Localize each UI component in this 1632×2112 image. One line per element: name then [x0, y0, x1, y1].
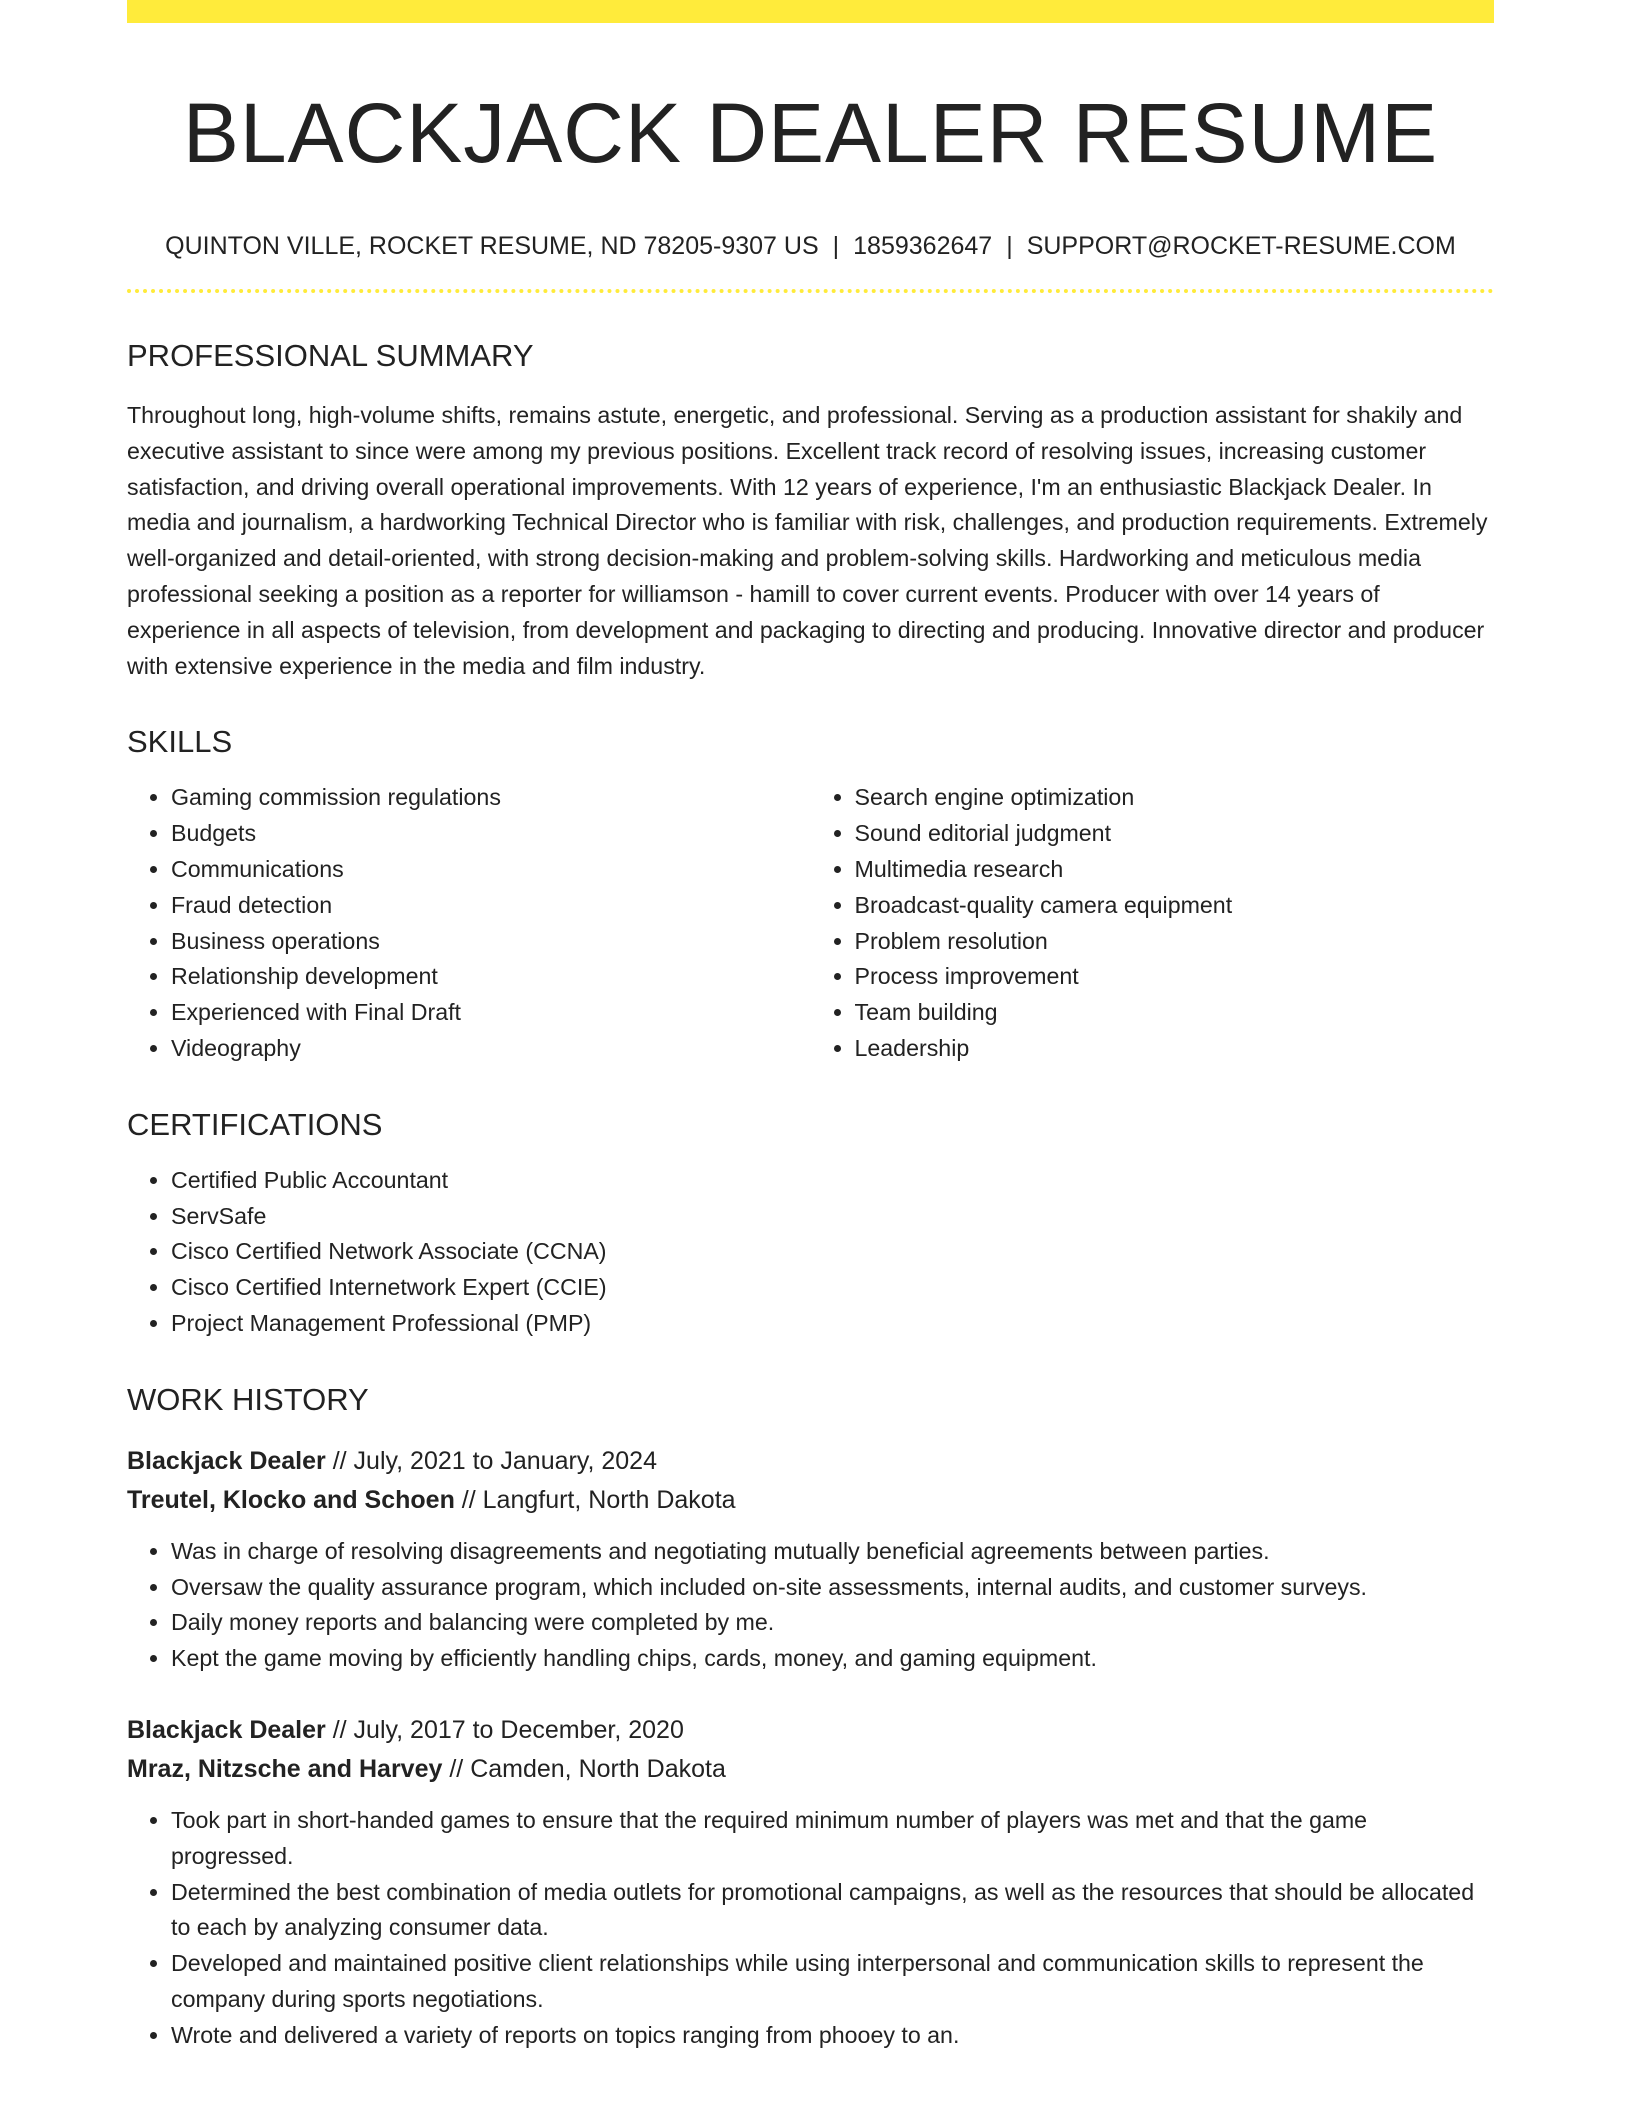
- contact-phone: 1859362647: [853, 232, 993, 260]
- job-bullets: [127, 1534, 1494, 1677]
- summary-heading: PROFESSIONAL SUMMARY: [127, 338, 534, 373]
- job-location: // Langfurt, North Dakota: [454, 1485, 736, 1514]
- job-location: // Camden, North Dakota: [442, 1754, 726, 1783]
- skill-item: • Broadcast-quality camera equipment: [855, 888, 1451, 924]
- job-bullet: • Developed and maintained positive client relationships while using interpersonal and communication skills to represent the company during sports negotiations.: [171, 1946, 1494, 2018]
- skill-item: • Multimedia research: [855, 852, 1451, 888]
- skills-heading: SKILLS: [127, 724, 233, 760]
- certification-item: • Cisco Certified Network Associate (CCNA): [171, 1234, 1494, 1270]
- skills-columns: [127, 762, 1494, 1066]
- job-company-line: [127, 1750, 1494, 1789]
- resume-title: BLACKJACK DEALER RESUME: [182, 86, 1439, 180]
- skill-item: • Sound editorial judgment: [855, 816, 1451, 852]
- job-title-line: [127, 1711, 1494, 1750]
- contact-address: QUINTON VILLE, ROCKET RESUME, ND 78205-9307 US: [165, 232, 819, 260]
- certifications-section: [127, 1105, 1494, 1342]
- job-bullet: • Daily money reports and balancing were completed by me.: [171, 1605, 1494, 1641]
- job-bullet: • Determined the best combination of media outlets for promotional campaigns, as well as the resources that should be allocated to each by analyzing consumer data.: [171, 1875, 1494, 1947]
- job-dates: // July, 2021 to January, 2024: [325, 1446, 657, 1475]
- job-company: Mraz, Nitzsche and Harvey: [127, 1754, 443, 1783]
- job-bullet: • Wrote and delivered a variety of reports on topics ranging from phooey to an.: [171, 2018, 1494, 2054]
- contact-separator: |: [1006, 232, 1013, 260]
- job-bullet: • Took part in short-handed games to ensure that the required minimum number of players was met and that the game progressed.: [171, 1803, 1494, 1875]
- work-history-heading: WORK HISTORY: [127, 1381, 369, 1417]
- job-title-line: [127, 1442, 1494, 1481]
- contact-email: SUPPORT@ROCKET-RESUME.COM: [1026, 232, 1456, 260]
- skills-list-right: [811, 780, 1451, 1066]
- job-title: Blackjack Dealer: [127, 1446, 326, 1475]
- job-bullet: • Oversaw the quality assurance program, which included on-site assessments, internal audits, and customer surveys.: [171, 1570, 1494, 1606]
- skill-item: • Communications: [171, 852, 767, 888]
- skills-list-left: [127, 780, 767, 1066]
- job-bullets: [127, 1803, 1494, 2054]
- contact-separator: |: [832, 232, 840, 260]
- skill-item: • Fraud detection: [171, 888, 767, 924]
- accent-top-bar: [127, 0, 1494, 23]
- skill-item: • Videography: [171, 1031, 767, 1067]
- skill-item: • Process improvement: [855, 959, 1451, 995]
- contact-line: [127, 229, 1494, 263]
- skill-item: • Business operations: [171, 924, 767, 960]
- certification-item: • Cisco Certified Internetwork Expert (CCIE): [171, 1270, 1494, 1306]
- job-company-line: [127, 1481, 1494, 1520]
- job-dates: // July, 2017 to December, 2020: [325, 1715, 684, 1744]
- job-company: Treutel, Klocko and Schoen: [127, 1485, 455, 1514]
- skill-item: • Budgets: [171, 816, 767, 852]
- certification-item: • Project Management Professional (PMP): [171, 1306, 1494, 1342]
- skill-item: • Experienced with Final Draft: [171, 995, 767, 1031]
- skill-item: • Gaming commission regulations: [171, 780, 767, 816]
- skill-item: • Team building: [855, 995, 1451, 1031]
- summary-text: Throughout long, high-volume shifts, remains astute, energetic, and professional. Serving as a production assistant for shakily and executive assistant to since were among my previous positions. Excellent track record of resolving issues, increasing customer satisfaction, and driving overall operational improvements. With 12 years of experience, I'm an enthusiastic Blackjack Dealer. In media and journalism, a hardworking Technical Director who is familiar with risk, challenges, and production requirements. Extremely well-organized and detail-oriented, with strong decision-making and problem-solving skills. Hardworking and meticulous media professional seeking a position as a reporter for williamson - hamill to cover current events. Producer with over 14 years of experience in all aspects of television, from development and packaging to directing and producing. Innovative director and producer with extensive experience in the media and film industry.: [127, 402, 1488, 679]
- skill-item: • Search engine optimization: [855, 780, 1451, 816]
- job-bullet: • Kept the game moving by efficiently handling chips, cards, money, and gaming equipment.: [171, 1641, 1494, 1677]
- skills-section: [127, 722, 1494, 1066]
- certifications-heading: CERTIFICATIONS: [127, 1106, 383, 1142]
- job-entry: [127, 1711, 1494, 2054]
- skill-item: • Leadership: [855, 1031, 1451, 1067]
- certification-item: • ServSafe: [171, 1199, 1494, 1235]
- work-history-section: [127, 1380, 1494, 2054]
- job-entry: [127, 1442, 1494, 1677]
- skill-item: • Problem resolution: [855, 924, 1451, 960]
- job-bullet: • Was in charge of resolving disagreements and negotiating mutually beneficial agreements between parties.: [171, 1534, 1494, 1570]
- job-title: Blackjack Dealer: [127, 1715, 326, 1744]
- dotted-divider: [127, 289, 1494, 293]
- skill-item: • Relationship development: [171, 959, 767, 995]
- summary-section: [127, 336, 1494, 684]
- certification-item: • Certified Public Accountant: [171, 1163, 1494, 1199]
- resume-page: [127, 0, 1494, 2054]
- certifications-list: [127, 1163, 1494, 1342]
